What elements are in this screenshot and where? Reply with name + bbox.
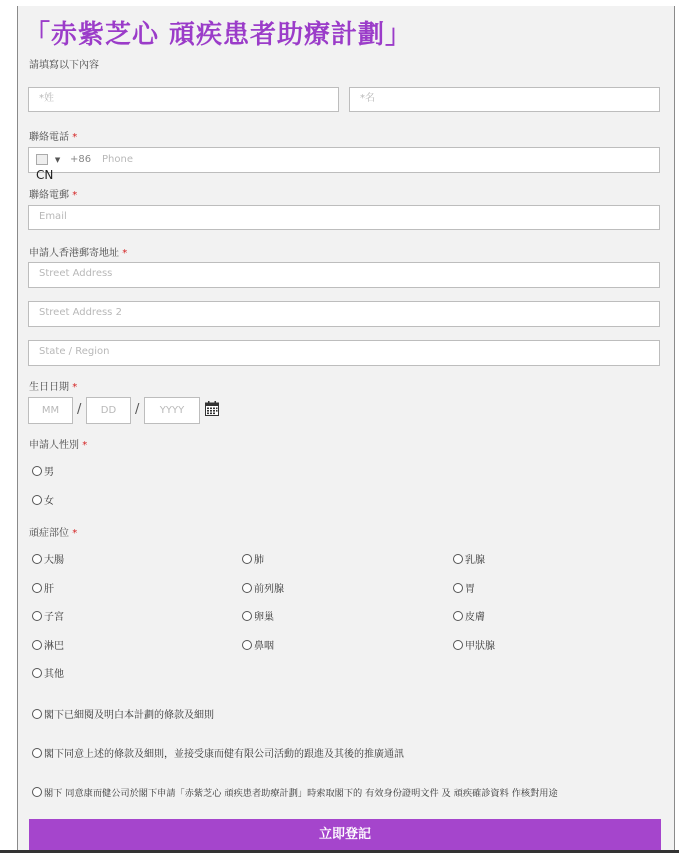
site-option[interactable]: 皮膚 [453,608,485,623]
gender-label: 申請人性別 * [29,440,88,451]
radio-icon [32,611,42,621]
region-input[interactable]: State / Region [28,340,660,366]
dob-month-input[interactable]: MM [28,397,73,424]
gender-option-female[interactable]: 女 [32,492,54,507]
bottom-border [0,850,679,853]
radio-icon [32,748,42,758]
radio-icon [242,554,252,564]
dob-separator: / [135,402,140,417]
site-option[interactable]: 子宮 [32,608,64,623]
site-option[interactable]: 肺 [242,551,264,566]
flag-icon [36,154,48,165]
last-name-input[interactable]: *姓 [28,87,339,112]
form-intro: 請填寫以下內容 [29,60,99,71]
dob-separator: / [77,402,82,417]
site-option[interactable]: 其他 [32,665,64,680]
radio-icon [32,583,42,593]
radio-icon [242,611,252,621]
country-flag-dropdown[interactable] [36,154,60,165]
address-label: 申請人香港郵寄地址 * [29,248,128,259]
email-label: 聯絡電郵 * [29,190,78,201]
radio-icon [242,640,252,650]
site-option[interactable]: 胃 [453,580,475,595]
gender-option-male[interactable]: 男 [32,463,54,478]
flag-code: CN [36,168,54,182]
site-option[interactable]: 乳腺 [453,551,485,566]
radio-icon [32,640,42,650]
radio-icon [453,554,463,564]
first-name-input[interactable]: *名 [349,87,660,112]
site-label: 頑症部位 * [29,528,78,539]
radio-icon [453,640,463,650]
site-option[interactable]: 甲狀腺 [453,637,495,652]
consent-marketing[interactable]: 閣下同意上述的條款及細則，並接受康而健有限公司活動的跟進及其後的推廣通訊 [32,745,404,760]
radio-icon [32,554,42,564]
site-option[interactable]: 大腸 [32,551,64,566]
radio-icon [242,583,252,593]
site-option[interactable]: 卵巢 [242,608,274,623]
radio-icon [32,668,42,678]
radio-icon [32,709,42,719]
consent-id-verification[interactable]: 閣下 同意康而健公司於閣下申請「赤紫芝心 頑疾患者助療計劃」時索取閣下的 有效身份證明文件 及 頑疾確診資料 作核對用途 [32,785,558,799]
phone-placeholder: Phone [102,154,133,165]
form-title: 「赤紫芝心 頑疾患者助療計劃」 [24,20,413,50]
chevron-down-icon: ▼ [54,155,61,164]
calendar-icon[interactable] [205,401,219,416]
submit-button[interactable]: 立即登記 [29,819,661,850]
consent-terms[interactable]: 閣下已細閱及明白本計劃的條款及細則 [32,706,214,721]
radio-icon [32,787,42,797]
site-option[interactable]: 前列腺 [242,580,284,595]
dob-label: 生日日期 * [29,382,78,393]
radio-icon [453,583,463,593]
dob-year-input[interactable]: YYYY [144,397,200,424]
street-address-input[interactable]: Street Address [28,262,660,288]
phone-country-code: +86 [70,154,92,165]
site-option[interactable]: 淋巴 [32,637,64,652]
phone-label: 聯絡電話 * [29,132,78,143]
site-option[interactable]: 肝 [32,580,54,595]
dob-day-input[interactable]: DD [86,397,131,424]
radio-icon [453,611,463,621]
site-option[interactable]: 鼻咽 [242,637,274,652]
phone-input[interactable] [28,147,660,173]
street-address-2-input[interactable]: Street Address 2 [28,301,660,327]
email-input[interactable]: Email [28,205,660,230]
radio-icon [32,466,42,476]
form-container [17,6,675,852]
radio-icon [32,495,42,505]
